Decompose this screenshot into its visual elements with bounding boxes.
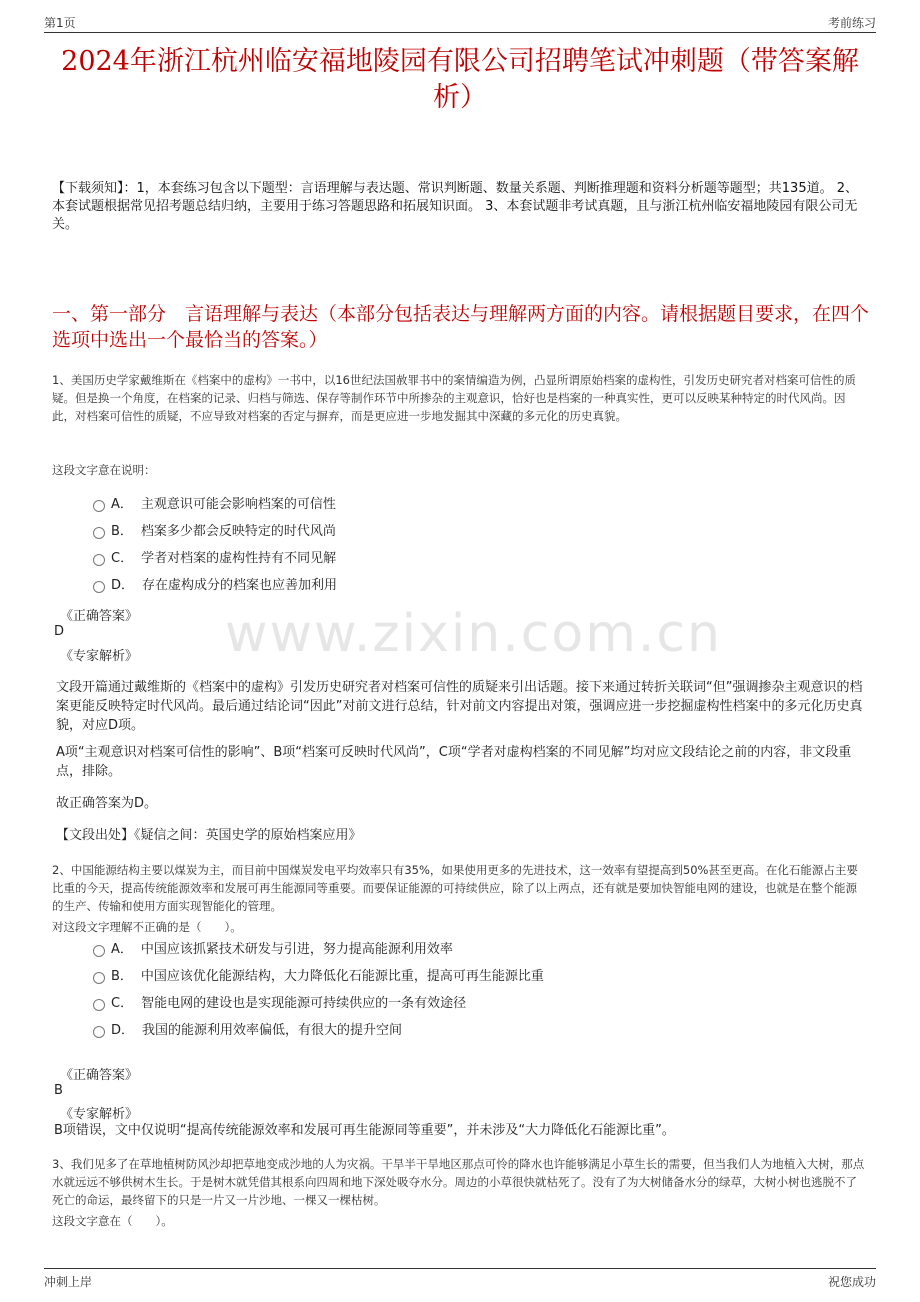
analysis-label: 《专家解析》 xyxy=(60,1107,139,1122)
question-1-option-c[interactable] xyxy=(93,549,336,569)
question-3-prompt: 这段文字意在（ ）。 xyxy=(52,1214,173,1228)
page-header xyxy=(44,12,876,33)
option-key: C． xyxy=(111,551,134,566)
section-title: 一、第一部分 言语理解与表达（本部分包括表达与理解两方面的内容。请根据题目要求，在四个选项中选出一个最恰当的答案。） xyxy=(52,303,870,351)
radio-icon[interactable] xyxy=(93,999,105,1011)
radio-icon[interactable] xyxy=(93,554,105,566)
option-text: 智能电网的建设也是实现能源可持续供应的一条有效途径 xyxy=(141,996,467,1011)
option-key: D． xyxy=(111,578,135,593)
option-key: D． xyxy=(111,1023,135,1038)
question-1-prompt: 这段文字意在说明： xyxy=(52,463,156,477)
radio-icon[interactable] xyxy=(93,581,105,593)
option-key: A． xyxy=(111,497,133,512)
question-1-option-a[interactable] xyxy=(93,495,336,515)
radio-icon[interactable] xyxy=(93,1026,105,1038)
option-text: 中国应该优化能源结构，大力降低化石能源比重，提高可再生能源比重 xyxy=(140,969,544,984)
answer-value: B xyxy=(54,1083,63,1098)
header-label: 考前练习 xyxy=(827,16,876,30)
page-footer xyxy=(44,1268,876,1293)
document-title: 2024年浙江杭州临安福地陵园有限公司招聘笔试冲刺题（带答案解析） xyxy=(61,46,859,113)
option-text: 存在虚构成分的档案也应善加利用 xyxy=(142,578,338,593)
option-key: C． xyxy=(111,996,134,1011)
option-key: B． xyxy=(111,969,133,984)
question-1-text: 1、美国历史学家戴维斯在《档案中的虚构》一书中，以16世纪法国赦罪书中的案情编造为例，凸显所谓原始档案的虚构性，引发历史研究者对档案可信性的质疑。但是换一个角度，在档案的记录、归档与筛选、保存等制作环节中所掺杂的主观意识，恰好也是档案的一种真实性，更可以反映某种特定的时代风尚。因此，对档案可信性的质疑，不应导致对档案的否定与摒弃，而是更应进一步地发掘其中深藏的多元化的历史真貌。 xyxy=(52,373,856,423)
radio-icon[interactable] xyxy=(93,945,105,957)
option-text: 档案多少都会反映特定的时代风尚 xyxy=(140,524,336,539)
option-text: 主观意识可能会影响档案的可信性 xyxy=(140,497,336,512)
analysis-conclusion: 故正确答案为D。 xyxy=(56,796,158,811)
radio-icon[interactable] xyxy=(93,500,105,512)
question-2-option-d[interactable] xyxy=(93,1021,402,1041)
footer-left: 冲刺上岸 xyxy=(44,1275,93,1289)
question-2-option-c[interactable] xyxy=(93,994,466,1014)
option-text: 中国应该抓紧技术研发与引进，努力提高能源利用效率 xyxy=(140,942,453,957)
question-2-option-a[interactable] xyxy=(93,940,453,960)
footer-right: 祝您成功 xyxy=(827,1275,876,1289)
question-2-text: 2、中国能源结构主要以煤炭为主，而目前中国煤炭发电平均效率只有35%，如果使用更多的先进技术，这一效率有望提高到50%甚至更高。在化石能源占主要比重的今天，提高传统能源效率和发展可再生能源同等重要。而要保证能源的可持续供应，除了以上两点，还有就是要加快智能电网的建设，也就是在整个能源的生产、传输和使用方面实现智能化的管理。 xyxy=(52,863,858,913)
radio-icon[interactable] xyxy=(93,527,105,539)
analysis-paragraph: B项错误，文中仅说明“提高传统能源效率和发展可再生能源同等重要”，并未涉及“大力降低化石能源比重”。 xyxy=(54,1123,675,1138)
download-notice: 【下载须知】：1，本套练习包含以下题型：言语理解与表达题、常识判断题、数量关系题、判断推理题和资料分析题等题型；共135道。 2、本套试题根据常见招考题总结归纳，主要用于练习答题思路和拓展知识面。 3、本套试题非考试真题，且与浙江杭州临安福地陵园有限公司无关。 xyxy=(52,181,858,232)
question-3-text: 3、我们见多了在草地植树防风沙却把草地变成沙地的人为灾祸。干旱半干旱地区那点可怜的降水也许能够满足小草生长的需要，但当我们人为地植入大树，那点水就远远不够供树木生长。于是树木就凭借其根系向四周和地下深处吸夺水分。周边的小草很快就枯死了。没有了为大树储备水分的绿草，大树小树也逃脱不了死亡的命运，最终留下的只是一片又一片沙地、一棵又一棵枯树。 xyxy=(52,1157,865,1207)
answer-value: D xyxy=(54,624,65,639)
question-2-prompt: 对这段文字理解不正确的是（ ）。 xyxy=(52,920,242,934)
question-1-option-b[interactable] xyxy=(93,522,336,542)
option-text: 我国的能源利用效率偏低，有很大的提升空间 xyxy=(142,1023,403,1038)
answer-label: 《正确答案》 xyxy=(60,609,139,624)
radio-icon[interactable] xyxy=(93,972,105,984)
answer-label: 《正确答案》 xyxy=(60,1068,139,1083)
question-1-option-d[interactable] xyxy=(93,576,337,596)
option-key: B． xyxy=(111,524,133,539)
watermark: www.zixin.com.cn xyxy=(225,604,722,664)
option-key: A． xyxy=(111,942,133,957)
analysis-paragraph: A项“主观意识对档案可信性的影响”、B项“档案可反映时代风尚”，C项“学者对虚构档案的不同见解”均对应文段结论之前的内容，非文段重点，排除。 xyxy=(56,745,852,779)
analysis-label: 《专家解析》 xyxy=(60,649,139,664)
analysis-source: 【文段出处】《疑信之间：英国史学的原始档案应用》 xyxy=(56,828,362,843)
option-text: 学者对档案的虚构性持有不同见解 xyxy=(141,551,337,566)
analysis-paragraph: 文段开篇通过戴维斯的《档案中的虚构》引发历史研究者对档案可信性的质疑来引出话题。接下来通过转折关联词“但”强调掺杂主观意识的档案更能反映特定时代风尚。最后通过结论词“因此”对前文进行总结，针对前文内容提出对策，强调应进一步挖掘虚构性档案中的多元化历史真貌，对应D项。 xyxy=(56,680,863,733)
question-2-option-b[interactable] xyxy=(93,967,544,987)
page-number: 第1页 xyxy=(44,16,76,30)
